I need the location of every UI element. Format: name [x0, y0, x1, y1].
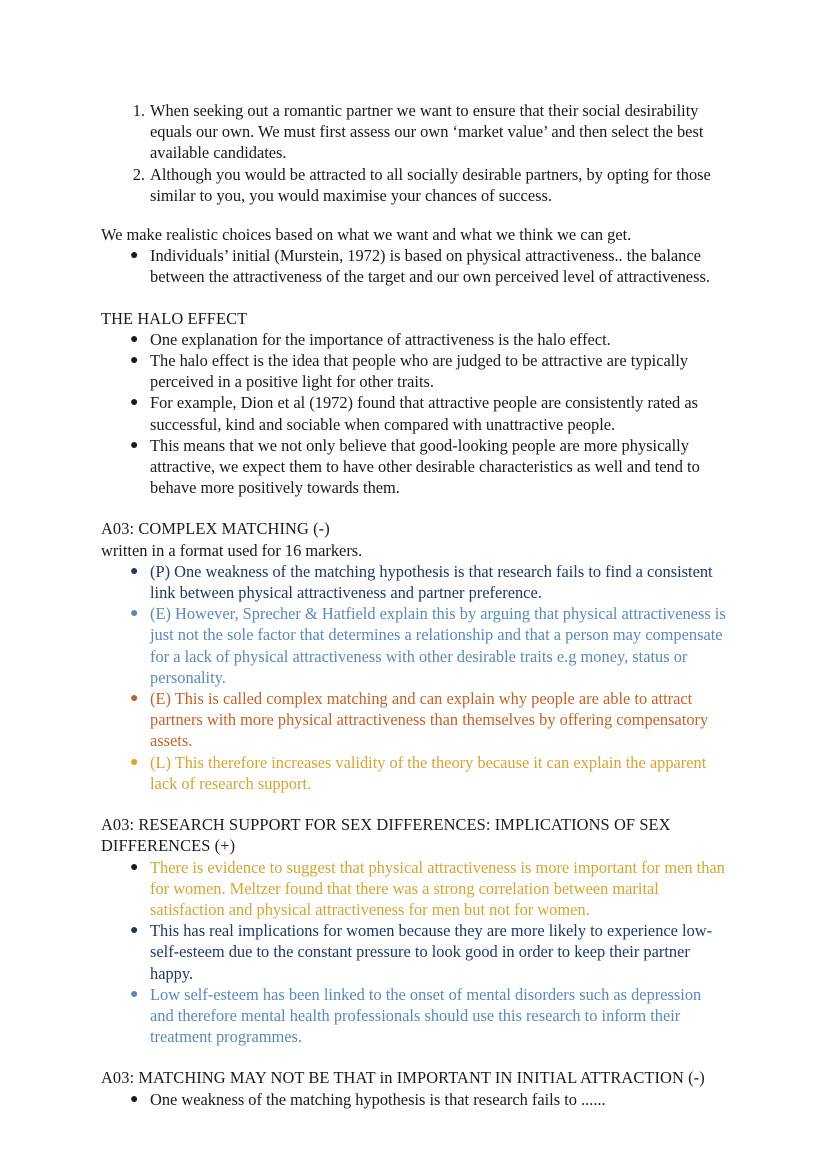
- list-item-text: For example, Dion et al (1972) found that attractive people are consistently rated as successful, kind and sociable when compared with unattractive people.: [150, 393, 698, 434]
- list-item: [101, 350, 727, 392]
- list-item: [101, 984, 727, 1048]
- list-item: [101, 329, 727, 350]
- bullet-icon: ●: [130, 395, 139, 411]
- list-item: [101, 752, 727, 794]
- document-content: [101, 100, 727, 1110]
- bullet-icon: ●: [130, 331, 139, 347]
- list-item: [101, 688, 727, 752]
- bullet-icon: ●: [130, 248, 139, 264]
- section-heading-halo-effect: THE HALO EFFECT: [101, 308, 248, 328]
- list-item: [101, 164, 727, 206]
- complex-matching-list: [101, 561, 727, 794]
- bullet-icon: ●: [130, 1091, 139, 1107]
- halo-effect-list: [101, 329, 727, 499]
- list-item-text: This has real implications for women because they are more likely to experience low-self-esteem due to the constant pressure to look good in order to keep their partner happy.: [150, 921, 713, 983]
- list-item: [101, 100, 727, 164]
- section-heading-sex-differences: A03: RESEARCH SUPPORT FOR SEX DIFFERENCES: IMPLICATIONS OF SEX DIFFERENCES (+): [101, 815, 671, 856]
- bullet-icon: ●: [130, 859, 139, 875]
- list-item: [101, 245, 727, 287]
- bullet-icon: ●: [130, 437, 139, 453]
- list-item-text: (P) One weakness of the matching hypothesis is that research fails to find a consistent link between physical attractiveness and partner preference.: [150, 561, 713, 603]
- bullet-icon: ●: [130, 923, 139, 939]
- list-item-text: Although you would be attracted to all socially desirable partners, by opting for those similar to you, you would maximise your chances of success.: [150, 164, 711, 205]
- realistic-choices-list: [101, 245, 727, 287]
- bullet-icon: ●: [130, 691, 139, 707]
- section-heading-complex-matching: A03: COMPLEX MATCHING (-): [101, 519, 330, 539]
- list-item-text: When seeking out a romantic partner we want to ensure that their social desirability equals our own. We must first assess our own ‘market value’ and then select the best available candidates.: [150, 101, 704, 163]
- list-item: [101, 561, 727, 603]
- bullet-icon: ●: [130, 986, 139, 1002]
- sex-differences-list: [101, 857, 727, 1048]
- list-item-number: 1.: [132, 101, 145, 120]
- list-item: [101, 920, 727, 984]
- realistic-choices-intro: We make realistic choices based on what we want and what we think we can get.: [101, 225, 632, 245]
- initial-attraction-list: [101, 1089, 727, 1110]
- list-item: [101, 435, 727, 499]
- list-item: [101, 1089, 727, 1110]
- list-item: [101, 857, 727, 921]
- list-item-text: (E) However, Sprecher & Hatfield explain this by arguing that physical attractiveness is just not the sole factor that determines a relationship and that a person may compensate for a lack of physical attractiveness with other desirable traits e.g money, status or personality.: [150, 604, 726, 687]
- list-item: [101, 603, 727, 688]
- list-item-text: This means that we not only believe that good-looking people are more physically attractive, we expect them to have other desirable characteristics as well and tend to behave more positively towards them.: [150, 435, 700, 498]
- section-heading-initial-attraction: A03: MATCHING MAY NOT BE THAT in IMPORTANT IN INITIAL ATTRACTION (-): [101, 1068, 705, 1088]
- bullet-icon: ●: [130, 563, 139, 579]
- numbered-list: [101, 100, 727, 206]
- list-item-text: One weakness of the matching hypothesis is that research fails to ......: [150, 1089, 606, 1109]
- list-item-text: Low self-esteem has been linked to the onset of mental disorders such as depression and therefore mental health professionals should use this research to inform their treatment programmes.: [150, 984, 702, 1047]
- complex-matching-subheading: written in a format used for 16 markers.: [101, 540, 363, 560]
- list-item-text: The halo effect is the idea that people who are judged to be attractive are typically perceived in a positive light for other traits.: [150, 351, 689, 392]
- list-item-text: (L) This therefore increases validity of the theory because it can explain the apparent lack of research support.: [150, 752, 707, 793]
- list-item-text: (E) This is called complex matching and can explain why people are able to attract partners with more physical attractiveness than themselves by offering compensatory assets.: [150, 689, 709, 751]
- bullet-icon: ●: [130, 754, 139, 770]
- spacer: [101, 206, 727, 224]
- list-item-text: Individuals’ initial (Murstein, 1972) is based on physical attractiveness.. the balance between the attractiveness of the target and our own perceived level of attractiveness.: [150, 246, 710, 287]
- spacer: [101, 498, 727, 518]
- list-item: [101, 392, 727, 434]
- spacer: [101, 1047, 727, 1067]
- list-item-text: There is evidence to suggest that physical attractiveness is more important for men than for women. Meltzer found that there was a strong correlation between marital satisfaction and physical attractiveness for men but not for women.: [150, 857, 725, 919]
- list-item-number: 2.: [132, 164, 145, 184]
- bullet-icon: ●: [130, 353, 139, 369]
- spacer: [101, 794, 727, 814]
- bullet-icon: ●: [130, 606, 139, 622]
- spacer: [101, 288, 727, 308]
- list-item-text: One explanation for the importance of attractiveness is the halo effect.: [150, 329, 611, 349]
